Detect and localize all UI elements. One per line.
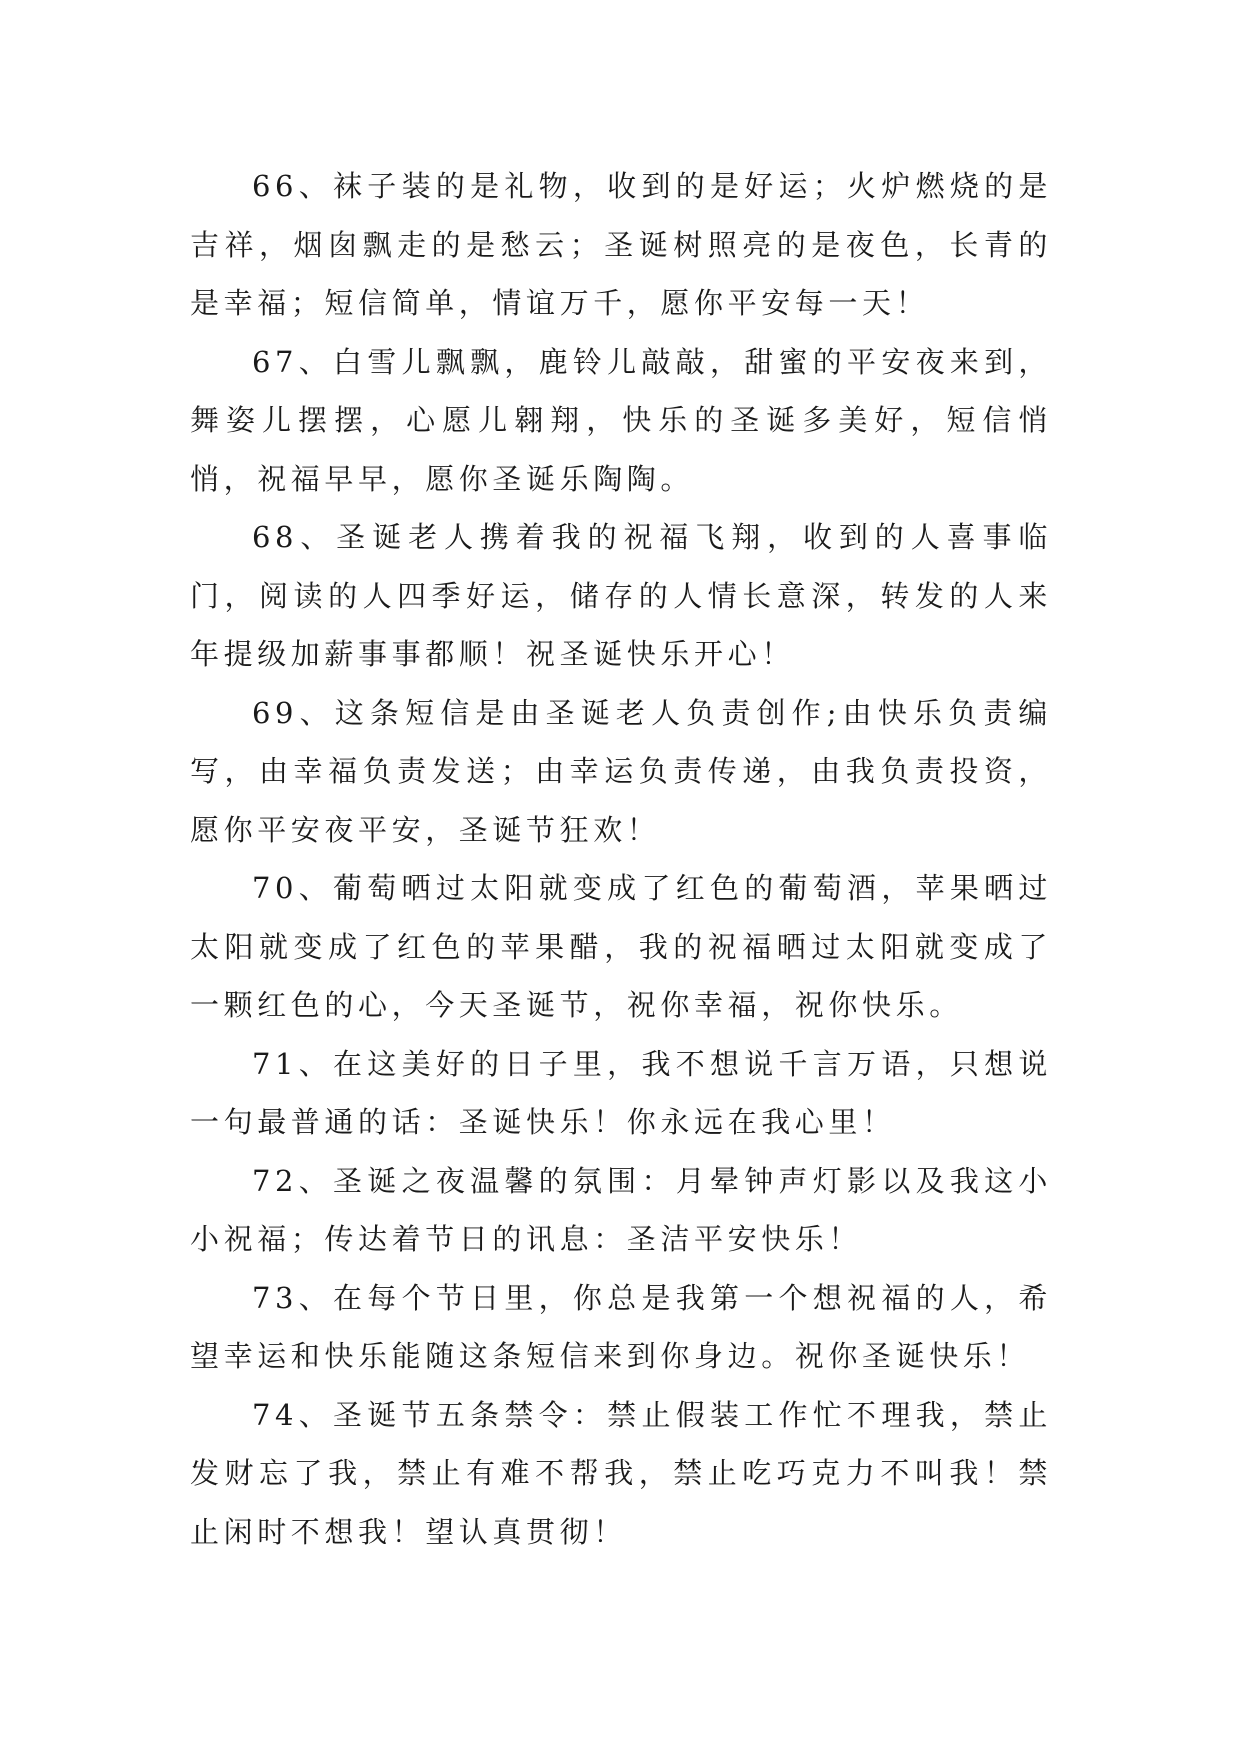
paragraph-69: 69、这条短信是由圣诞老人负责创作;由快乐负责编写，由幸福负责发送；由幸运负责传递，由我负责投资，愿你平安夜平安，圣诞节狂欢！ bbox=[190, 695, 1052, 847]
paragraph-72: 72、圣诞之夜温馨的氛围：月晕钟声灯影以及我这小小祝福；传达着节日的讯息：圣洁平安快乐！ bbox=[190, 1163, 1052, 1256]
paragraph-73: 73、在每个节日里，你总是我第一个想祝福的人，希望幸运和快乐能随这条短信来到你身边。祝你圣诞快乐！ bbox=[190, 1280, 1052, 1373]
document-body bbox=[190, 157, 1052, 1561]
paragraph-68: 68、圣诞老人携着我的祝福飞翔，收到的人喜事临门，阅读的人四季好运，储存的人情长意深，转发的人来年提级加薪事事都顺！祝圣诞快乐开心！ bbox=[190, 520, 1052, 671]
paragraph-66: 66、袜子装的是礼物，收到的是好运；火炉燃烧的是吉祥，烟囱飘走的是愁云；圣诞树照亮的是夜色，长青的是幸福；短信简单，情谊万千，愿你平安每一天！ bbox=[190, 169, 1052, 320]
paragraph-70: 70、葡萄晒过太阳就变成了红色的葡萄酒，苹果晒过太阳就变成了红色的苹果醋，我的祝福晒过太阳就变成了一颗红色的心，今天圣诞节，祝你幸福，祝你快乐。 bbox=[190, 871, 1052, 1022]
paragraph-67: 67、白雪儿飘飘，鹿铃儿敲敲，甜蜜的平安夜来到，舞姿儿摆摆，心愿儿翱翔，快乐的圣诞多美好，短信悄悄，祝福早早，愿你圣诞乐陶陶。 bbox=[190, 344, 1052, 496]
paragraph-74: 74、圣诞节五条禁令：禁止假装工作忙不理我，禁止发财忘了我，禁止有难不帮我，禁止吃巧克力不叫我！禁止闲时不想我！望认真贯彻！ bbox=[190, 1397, 1052, 1549]
paragraph-71: 71、在这美好的日子里，我不想说千言万语，只想说一句最普通的话：圣诞快乐！你永远在我心里！ bbox=[190, 1046, 1052, 1139]
